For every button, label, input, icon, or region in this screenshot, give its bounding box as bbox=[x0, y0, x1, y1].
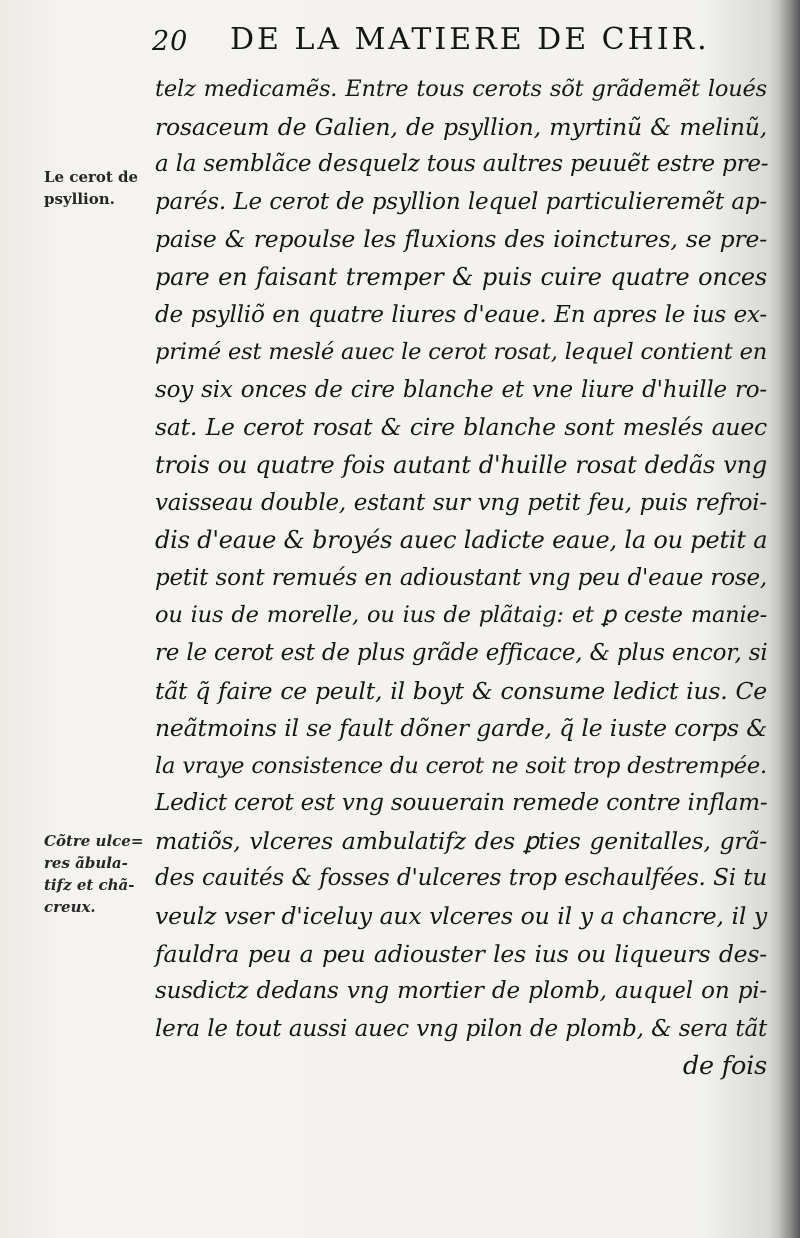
text-line: soy six onces de cire blanche et vne liure d'huille ro- bbox=[155, 376, 767, 403]
text-line: sat. Le cerot rosat & cire blanche sont meslés auec bbox=[155, 413, 767, 442]
text-line: primé est meslé auec le cerot rosat, lequel contient en bbox=[155, 339, 767, 366]
text-line: tãt q̃ faire ce peult, il boyt & consume ledict ius. Ce bbox=[155, 676, 767, 705]
text-line: petit sont remués en adioustant vng peu d'eaue rose, bbox=[155, 564, 767, 591]
margin-note-line: res ãbula- bbox=[44, 854, 128, 872]
text-line: de psylliõ en quatre liures d'eaue. En apres le ius ex- bbox=[155, 301, 767, 328]
margin-note-line: tifz et chã- bbox=[44, 876, 135, 894]
body-text bbox=[155, 71, 767, 1086]
page-header bbox=[152, 20, 752, 60]
text-line: paise & repoulse les fluxions des ioinctures, se pre- bbox=[155, 225, 767, 254]
margin-note-line: Cõtre ulce= bbox=[44, 832, 144, 850]
text-line: la vraye consistence du cerot ne soit trop destrempée. bbox=[155, 752, 767, 779]
text-line: a la semblãce desquelz tous aultres peuuẽt estre pre- bbox=[155, 151, 769, 178]
running-head: DE LA MATIERE DE CHIR. bbox=[230, 22, 710, 57]
text-line: lera le tout aussi auec vng pilon de plomb, & sera tãt bbox=[155, 1015, 767, 1042]
text-line-catchword: de fois bbox=[682, 1051, 767, 1082]
text-line: telz medicamẽs. Entre tous cerots sõt grãdemẽt loués bbox=[155, 76, 767, 102]
page-edge-shadow bbox=[778, 0, 800, 1238]
text-line: trois ou quatre fois autant d'huille rosat dedãs vng bbox=[155, 450, 767, 479]
text-line: ou ius de morelle, ou ius de plãtaig: et ꝑ ceste manie- bbox=[155, 602, 767, 629]
text-line: parés. Le cerot de psyllion lequel particulieremẽt ap- bbox=[155, 188, 767, 215]
text-line: neãtmoins il se fault dõner garde, q̃ le iuste corps & bbox=[155, 714, 767, 743]
text-line: des cauités & fosses d'ulceres trop eschaulfées. Si tu bbox=[155, 865, 767, 892]
margin-note-line: psyllion. bbox=[44, 190, 115, 208]
margin-note-line: creux. bbox=[44, 898, 96, 916]
text-line: veulz vser d'iceluy aux vlceres ou il y a chancre, il y bbox=[155, 902, 767, 931]
text-line: matiõs, vlceres ambulatifz des ꝑties genitalles, grã- bbox=[155, 826, 767, 855]
margin-note-line: Le cerot de bbox=[44, 168, 139, 186]
margin-note-ulceres bbox=[44, 830, 143, 918]
text-line: pare en faisant tremper & puis cuire quatre onces bbox=[155, 262, 767, 291]
text-line: vaisseau double, estant sur vng petit feu, puis refroi- bbox=[155, 489, 767, 516]
text-line: Ledict cerot est vng souuerain remede contre inflam- bbox=[155, 790, 768, 817]
page-number: 20 bbox=[152, 26, 189, 57]
margin-note-cerot-psyllion bbox=[44, 166, 138, 210]
text-line: susdictz dedans vng mortier de plomb, auquel on pi- bbox=[155, 978, 767, 1005]
text-line: fauldra peu a peu adiouster les ius ou liqueurs des- bbox=[155, 939, 767, 968]
text-line: rosaceum de Galien, de psyllion, myrtinũ & melinũ, bbox=[155, 112, 767, 141]
text-line: re le cerot est de plus grãde efficace, & plus encor, si bbox=[155, 639, 768, 666]
text-line: dis d'eaue & broyés auec ladicte eaue, la ou petit a bbox=[155, 526, 768, 555]
